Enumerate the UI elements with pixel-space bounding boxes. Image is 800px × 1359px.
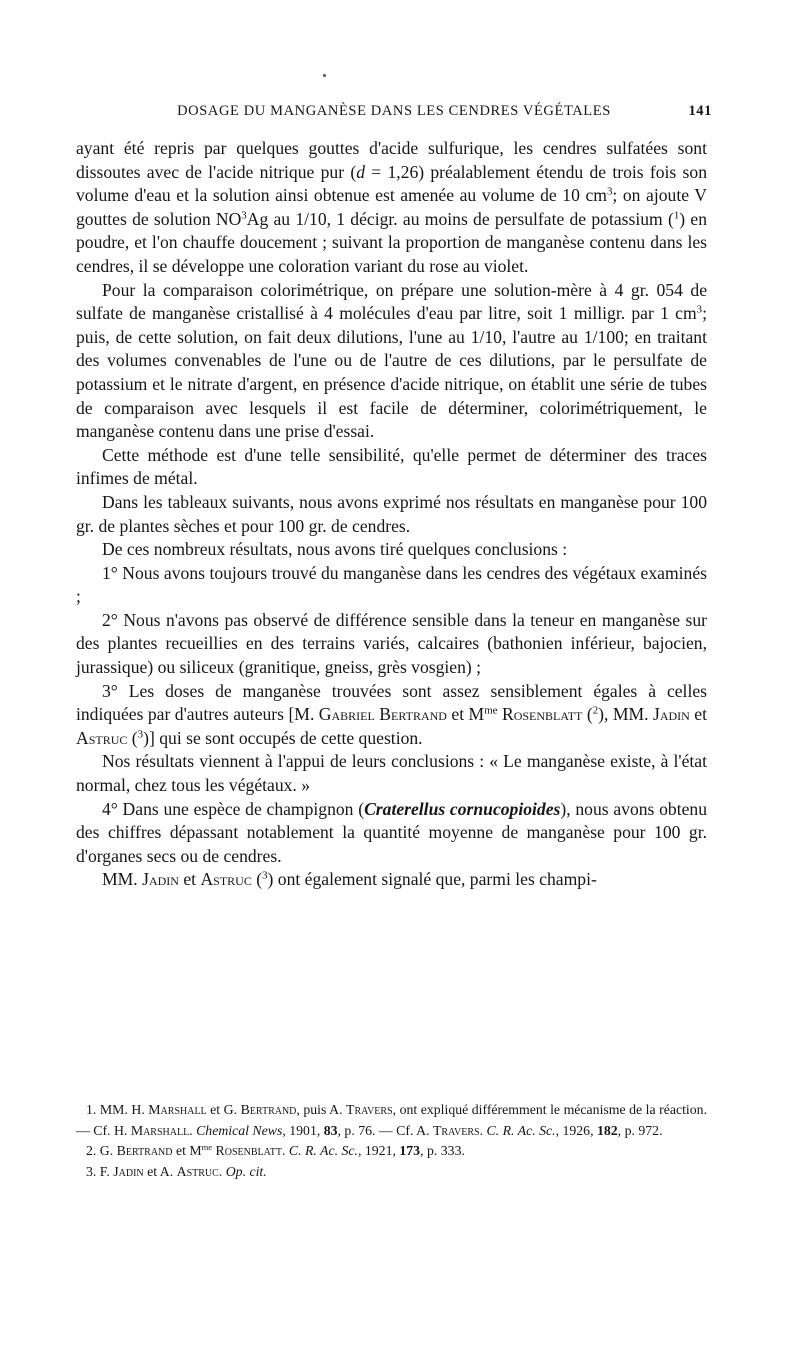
body-text	[76, 137, 707, 892]
footnote: 3. F. Jadin et A. Astruc. Op. cit.	[86, 1163, 267, 1179]
page-number: 141	[688, 103, 712, 119]
paragraph: 4° Dans une espèce de champignon (Craterellus cornucopioides), nous avons obtenu des chiffres dépassant notablement la quantité moyenne de manganèse pour 100 gr. d'organes secs ou de cendres.	[76, 798, 707, 866]
paragraph: 2° Nous n'avons pas observé de différence sensible dans la teneur en manganèse sur des plantes recueillies en des terrains variés, calcaires (bathonien inférieur, bajocien, jurassique) ou siliceux (granitique, gneiss, grès vosgien) ;	[76, 609, 707, 678]
paragraph: De ces nombreux résultats, nous avons tiré quelques conclusions :	[102, 539, 568, 560]
footnotes	[76, 1100, 707, 1182]
paragraph: ayant été repris par quelques gouttes d'acide sulfurique, les cendres sulfatées sont dissoutes avec de l'acide nitrique pur (d = 1,26) préalablement étendu de trois fois son volume d'eau et la solution ainsi obtenue est amenée au volume de 10 $cm^3$; on ajoute V gouttes de solution $NO^3Ag$ au 1/10, 1 décigr. au moins de persulfate de potassium ($^1$) en poudre, et l'on chauffe doucement ; suivant la proportion de manganèse contenu dans les cendres, il se développe une coloration variant du rose au violet.	[76, 138, 707, 276]
running-head-title: DOSAGE DU MANGANÈSE DANS LES CENDRES VÉGÉTALES	[177, 103, 611, 119]
paragraph: Dans les tableaux suivants, nous avons exprimé nos résultats en manganèse pour 100 gr. de plantes sèches et pour 100 gr. de cendres.	[76, 491, 707, 536]
paragraph: 1° Nous avons toujours trouvé du manganèse dans les cendres des végétaux examinés ;	[76, 562, 707, 607]
print-speck	[323, 74, 326, 77]
footnote: 2. G. Bertrand et $M^{me}$ Rosenblatt. C. R. Ac. Sc., 1921, 173, p. 333.	[86, 1141, 465, 1158]
paragraph: Pour la comparaison colorimétrique, on prépare une solution-mère à 4 gr. 054 de sulfate de manganèse cristallisé à 4 molécules d'eau par litre, soit 1 milligr. par 1 $cm^3$; puis, de cette solution, on fait deux dilutions, l'une au 1/10, l'autre au 1/100; en traitant des volumes convenables de l'une ou de l'autre de ces dilutions, par le persulfate de potassium et le nitrate d'argent, en présence d'acide nitrique, on établit une série de tubes de comparaison avec lesquels il est facile de déterminer, colorimétriquement, le manganèse contenu dans une prise d'essai.	[76, 279, 707, 442]
paragraph: 3° Les doses de manganèse trouvées sont assez sensiblement égales à celles indiquées par d'autres auteurs [M. Gabriel Bertrand et $M^{me}$ Rosenblatt ($^2$), MM. Jadin et Astruc ($^3$)] qui se sont occupés de cette question.	[76, 680, 707, 748]
paragraph: MM. Jadin et Astruc ($^3$) ont également signalé que, parmi les champi-	[102, 869, 597, 890]
running-head	[76, 103, 712, 127]
footnote: 1. MM. H. Marshall et G. Bertrand, puis A. Travers, ont expliqué différemment le mécanisme de la réaction. — Cf. H. Marshall. Chemical News, 1901, 83, p. 76. — Cf. A. Travers. C. R. Ac. Sc., 1926, 182, p. 972.	[76, 1102, 708, 1138]
paragraph: Nos résultats viennent à l'appui de leurs conclusions : « Le manganèse existe, à l'état normal, chez tous les végétaux. »	[76, 751, 707, 796]
paragraph: Cette méthode est d'une telle sensibilité, qu'elle permet de déterminer des traces infimes de métal.	[76, 444, 707, 489]
